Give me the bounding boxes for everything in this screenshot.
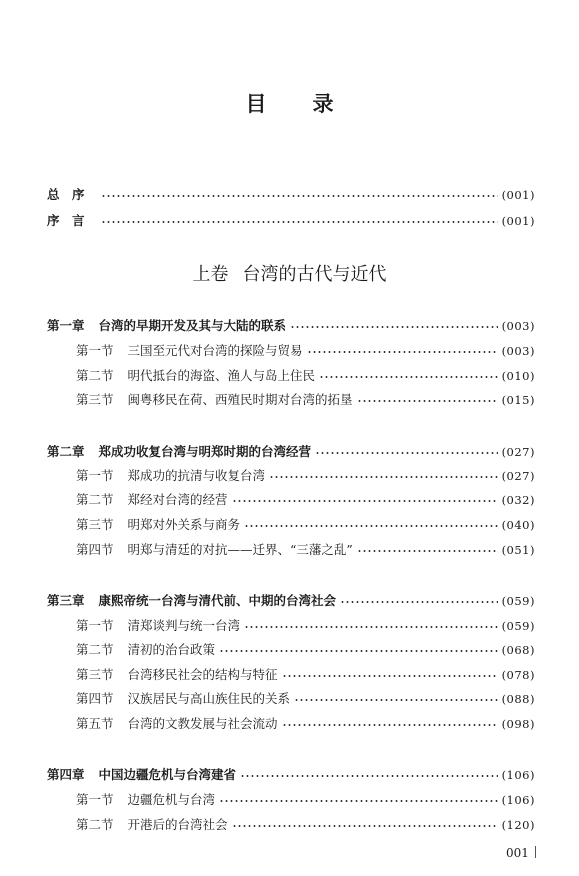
section-title: 明郑与清廷的对抗——迁界、“三藩之乱” (127, 542, 353, 557)
toc-section[interactable] (76, 491, 535, 509)
section-title: 明郑对外关系与商务 (127, 517, 241, 532)
toc-page-number: (068) (501, 643, 535, 657)
toc-section[interactable] (76, 690, 535, 708)
dot-leader (290, 326, 498, 328)
section-title: 边疆危机与台湾 (127, 792, 216, 807)
footer-page-number: 001 (506, 846, 529, 860)
chapter-label: 第三章 (47, 593, 85, 608)
section-title: 郑成功的抗清与收复台湾 (127, 468, 266, 483)
volume-name: 上卷 (192, 264, 229, 285)
section-title: 台湾的文教发展与社会流动 (127, 716, 278, 731)
dot-leader (232, 825, 498, 827)
volume-heading (0, 260, 579, 286)
dot-leader (307, 351, 498, 353)
toc-page-number: (015) (501, 393, 535, 407)
section-title: 明代抵台的海盗、渔人与岛上住民 (127, 368, 316, 383)
dot-leader (269, 476, 498, 478)
page-title (0, 88, 579, 118)
dot-leader (294, 699, 498, 701)
toc-page-number: (106) (501, 793, 535, 807)
toc-page-number: (032) (501, 493, 535, 507)
chapter-title: 康熙帝统一台湾与清代前、中期的台湾社会 (98, 593, 337, 608)
toc-chapter-4[interactable] (47, 766, 535, 784)
toc-page-number: (098) (501, 717, 535, 731)
toc-chapter-1[interactable] (47, 317, 535, 335)
chapter-label: 第二章 (47, 444, 85, 459)
toc-chapter-2[interactable] (47, 443, 535, 461)
section-title: 清郑谈判与统一台湾 (127, 618, 241, 633)
dot-leader (240, 775, 498, 777)
toc-entry-label: 序 言 (47, 213, 85, 228)
toc-page-number: (059) (501, 594, 535, 608)
chapter-label: 第四章 (47, 767, 85, 782)
dot-leader (340, 601, 498, 603)
toc-entry-preface[interactable] (47, 212, 535, 230)
toc-section[interactable] (76, 715, 535, 733)
toc-page-number: (010) (501, 369, 535, 383)
title-char-1: 目 (245, 92, 267, 116)
section-label: 第三节 (76, 392, 114, 407)
section-label: 第四节 (76, 542, 114, 557)
chapter-label: 第一章 (47, 318, 85, 333)
title-char-2: 录 (312, 92, 334, 116)
toc-page-number: (051) (501, 543, 535, 557)
volume-subtitle: 台湾的古代与近代 (242, 264, 387, 285)
chapter-title: 中国边疆危机与台湾建省 (98, 767, 237, 782)
toc-page-number: (027) (501, 445, 535, 459)
toc-page-number: (001) (501, 188, 535, 202)
section-title: 汉族居民与高山族住民的关系 (127, 691, 291, 706)
section-title: 闽粤移民在荷、西殖民时期对台湾的拓垦 (127, 392, 353, 407)
toc-section[interactable] (76, 816, 535, 834)
toc-section[interactable] (76, 367, 535, 385)
chapter-title: 台湾的早期开发及其与大陆的联系 (98, 318, 287, 333)
section-label: 第一节 (76, 618, 114, 633)
section-label: 第四节 (76, 691, 114, 706)
footer-divider (535, 846, 536, 858)
toc-section[interactable] (76, 641, 535, 659)
section-title: 郑经对台湾的经营 (127, 492, 228, 507)
toc-section[interactable] (76, 666, 535, 684)
section-label: 第五节 (76, 716, 114, 731)
toc-section[interactable] (76, 342, 535, 360)
dot-leader (244, 626, 498, 628)
dot-leader (244, 525, 498, 527)
section-title: 台湾移民社会的结构与特征 (127, 667, 278, 682)
toc-page-number: (078) (501, 668, 535, 682)
chapter-title: 郑成功收复台湾与明郑时期的台湾经营 (98, 444, 312, 459)
toc-section[interactable] (76, 516, 535, 534)
toc-section[interactable] (76, 617, 535, 635)
toc-page-number: (088) (501, 692, 535, 706)
section-label: 第二节 (76, 642, 114, 657)
section-label: 第三节 (76, 667, 114, 682)
section-title: 开港后的台湾社会 (127, 817, 228, 832)
toc-page-number: (106) (501, 768, 535, 782)
dot-leader (219, 800, 498, 802)
dot-leader (282, 724, 498, 726)
dot-leader (219, 650, 498, 652)
toc-page-number: (120) (501, 818, 535, 832)
toc-page-number: (059) (501, 619, 535, 633)
dot-leader (101, 221, 498, 223)
section-label: 第一节 (76, 468, 114, 483)
dot-leader (357, 550, 498, 552)
section-label: 第二节 (76, 368, 114, 383)
dot-leader (232, 500, 498, 502)
dot-leader (101, 195, 498, 197)
toc-section[interactable] (76, 467, 535, 485)
toc-page-number: (003) (501, 344, 535, 358)
section-label: 第一节 (76, 792, 114, 807)
toc-entry-label: 总 序 (47, 187, 85, 202)
section-label: 第一节 (76, 343, 114, 358)
toc-chapter-3[interactable] (47, 592, 535, 610)
section-title: 三国至元代对台湾的探险与贸易 (127, 343, 303, 358)
dot-leader (315, 452, 498, 454)
dot-leader (319, 376, 498, 378)
section-label: 第三节 (76, 517, 114, 532)
section-label: 第二节 (76, 817, 114, 832)
toc-section[interactable] (76, 541, 535, 559)
dot-leader (282, 675, 498, 677)
toc-page-number: (003) (501, 319, 535, 333)
toc-page-number: (027) (501, 469, 535, 483)
dot-leader (357, 400, 498, 402)
toc-entry-preface-general[interactable] (47, 186, 535, 204)
toc-page-number: (040) (501, 518, 535, 532)
toc-section[interactable] (76, 791, 535, 809)
toc-section[interactable] (76, 391, 535, 409)
section-title: 清初的治台政策 (127, 642, 216, 657)
section-label: 第二节 (76, 492, 114, 507)
toc-page-number: (001) (501, 214, 535, 228)
